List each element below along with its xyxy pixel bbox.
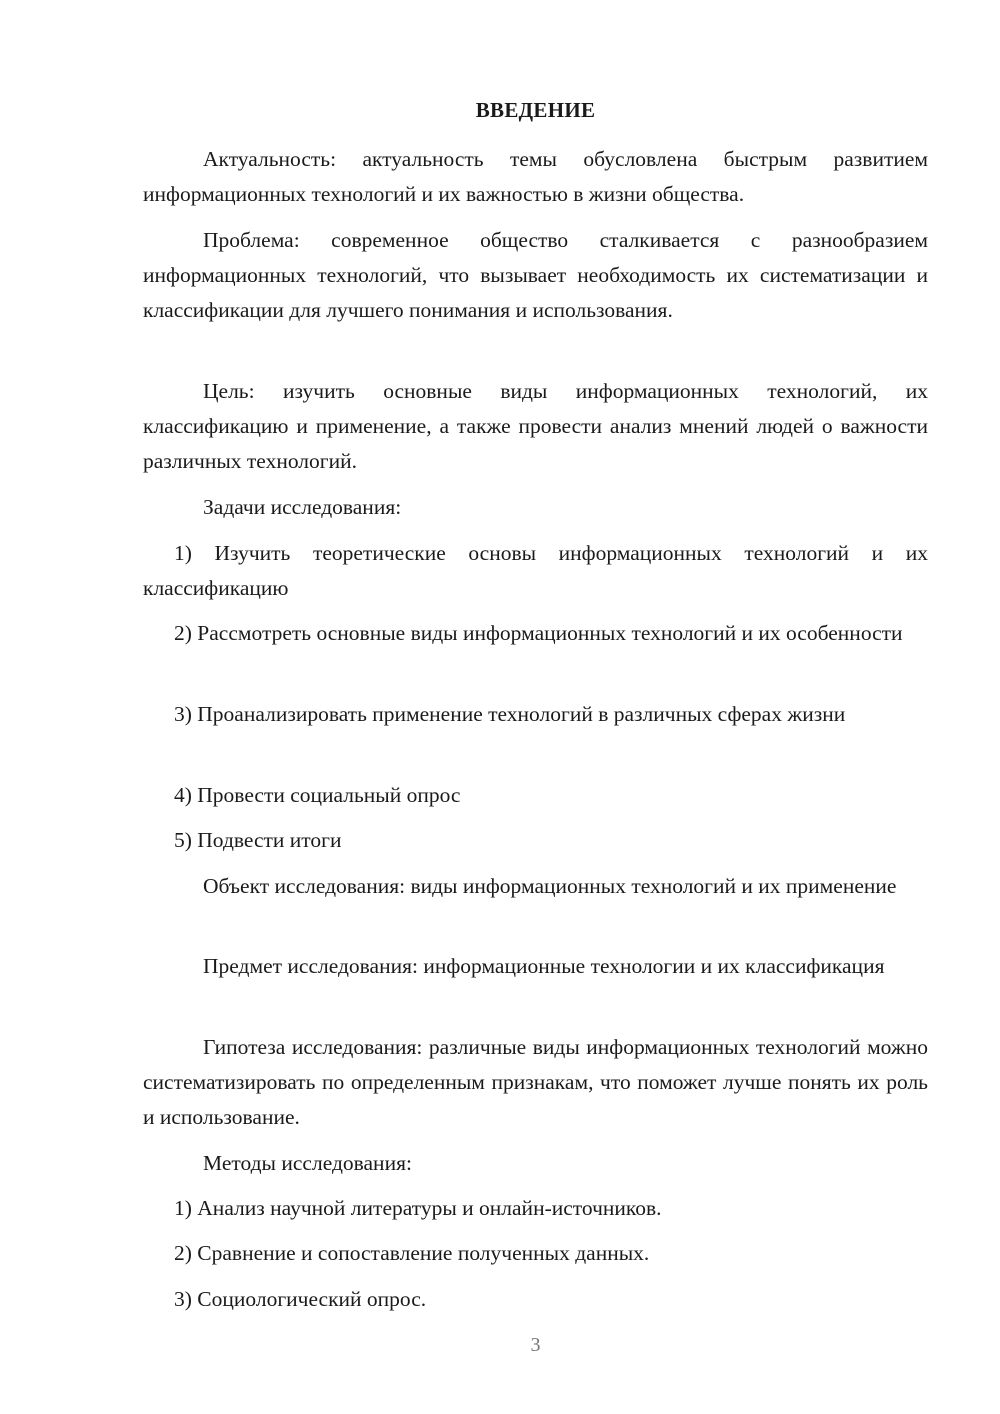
- problem-paragraph: Проблема: современное общество сталкивается с разнообразием информационных технологий, что вызывает необходимость их систематизации и классификации для лучшего понимания и использования.: [143, 228, 928, 322]
- task-item-1: 1) Изучить теоретические основы информационных технологий и их классификацию: [143, 541, 928, 600]
- hypothesis-paragraph: Гипотеза исследования: различные виды информационных технологий можно систематизировать по определенным признакам, что поможет лучше понять их роль и использование.: [143, 1035, 928, 1129]
- method-item-1: 1) Анализ научной литературы и онлайн-источников.: [174, 1196, 662, 1220]
- task-item-5: 5) Подвести итоги: [174, 828, 342, 852]
- section-title: ВВЕДЕНИЕ: [475, 98, 596, 122]
- method-item-3: 3) Социологический опрос.: [174, 1287, 427, 1311]
- task-item-3: 3) Проанализировать применение технологий в различных сферах жизни: [174, 702, 846, 726]
- object-paragraph: Объект исследования: виды информационных технологий и их применение: [203, 874, 897, 898]
- methods-heading: Методы исследования:: [203, 1151, 412, 1175]
- task-item-4: 4) Провести социальный опрос: [174, 783, 461, 807]
- method-item-2: 2) Сравнение и сопоставление полученных данных.: [174, 1241, 650, 1265]
- subject-paragraph: Предмет исследования: информационные технологии и их классификация: [203, 954, 885, 978]
- goal-paragraph: Цель: изучить основные виды информационных технологий, их классификацию и применение, а также провести анализ мнений людей о важности различных технологий.: [143, 379, 928, 473]
- page-number: 3: [530, 1334, 541, 1356]
- tasks-heading: Задачи исследования:: [203, 495, 402, 519]
- task-item-2: 2) Рассмотреть основные виды информационных технологий и их особенности: [174, 621, 903, 645]
- relevance-paragraph: Актуальность: актуальность темы обусловлена быстрым развитием информационных технологий и их важностью в жизни общества.: [143, 147, 928, 206]
